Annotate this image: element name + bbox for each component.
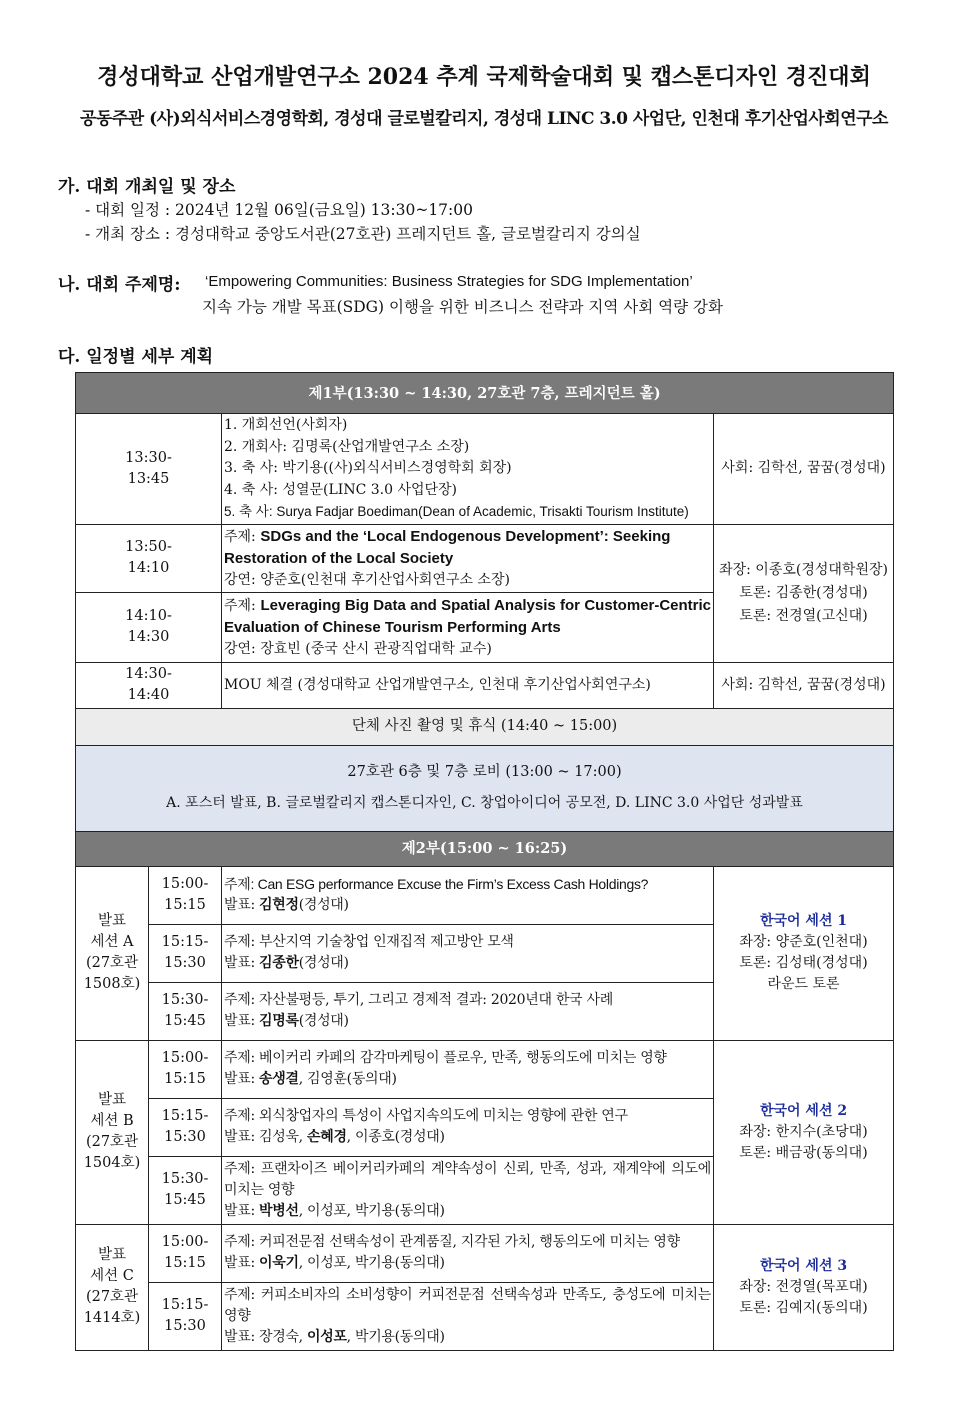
talk-content: 주제: 커피소비자의 소비성향이 커피전문점 선택속성과 만족도, 충성도에 미치는 영향 발표: 장경숙, 이성포, 박기용(동의대) [222,1282,714,1350]
section-c-heading: 다. 일정별 세부 계획 [58,347,214,367]
talk-time: 15:15- 15:30 [149,924,222,982]
session-b-name: 발표 세션 B (27호관 1504호) [76,1040,149,1224]
talk2-content: 주제: Leveraging Big Data and Spatial Analysis for Customer-Centric Evaluation of Chinese Tourism Performing Arts 강연: 장효빈 (중국 산시 관광직업대학 교수) [222,592,714,662]
session-b-label: 한국어 세션 2 [759,1102,848,1119]
opening-items: 1. 개회선언(사회자) 2. 개회사: 김명록(산업개발연구소 소장) 3. 축 사: 박기용((사)외식서비스경영학회 회장) 4. 축 사: 성열문(LINC 3.0 사업단장) 5. 축 사: Surya Fadjar Boediman(Dean of Academic, Trisakti Tourism Institute) [222,414,714,525]
opening-row [76,414,894,525]
event-place: - 개최 장소 : 경성대학교 중앙도서관(27호관) 프레지던트 홀, 글로벌칼리지 강의실 [85,225,641,243]
talk-time: 15:15- 15:30 [149,1098,222,1156]
theme-korean: 지속 가능 개발 목표(SDG) 이행을 위한 비즈니스 전략과 지역 사회 역량 강화 [202,298,723,316]
mou-row [76,662,894,708]
lobby-title: 27호관 6층 및 7층 로비 (13:00 ~ 17:00) [347,764,622,780]
session-a-name: 발표 세션 A (27호관 1508호) [76,866,149,1040]
talk-time: 15:00- 15:15 [149,1224,222,1282]
schedule-table [75,372,894,1351]
opening-time: 13:30- 13:45 [76,414,222,525]
talk-content: 주제: 베이커리 카페의 감각마케팅이 플로우, 만족, 행동의도에 미치는 영향 발표: 송생결, 김영훈(동의대) [222,1040,714,1098]
talk1-content: 주제: SDGs and the ‘Local Endogenous Development’: Seeking Restoration of the Local Society 강연: 양준호(인천대 후기산업사회연구소 소장) [222,524,714,592]
document-title: 경성대학교 산업개발연구소 2024 추계 국제학술대회 및 캡스톤디자인 경진대회 [97,64,871,90]
talks-chairs: 좌장: 이종호(경성대학원장) 토론: 김종한(경성대) 토론: 전경열(고신대) [714,524,894,662]
session-c-label: 한국어 세션 3 [759,1257,848,1274]
talk-time: 15:00- 15:15 [149,866,222,924]
mou-time: 14:30- 14:40 [76,662,222,708]
session-c-name: 발표 세션 C (27호관 1414호) [76,1224,149,1350]
table-row [76,1224,894,1282]
session-a-roles: 한국어 세션 1 좌장: 양준호(인천대) 토론: 김성태(경성대) 라운드 토론 [714,866,894,1040]
session-a-label: 한국어 세션 1 [759,913,848,929]
talk-content: 주제: Can ESG performance Excuse the Firm’s Excess Cash Holdings? 발표: 김현정(경성대) [222,866,714,924]
mou-text: MOU 체결 (경성대학교 산업개발연구소, 인천대 후기산업사회연구소) [222,662,714,708]
session-b-roles: 한국어 세션 2 좌장: 한지수(초당대) 토론: 배금광(동의대) [714,1040,894,1224]
talk-content: 주제: 프랜차이즈 베이커리카페의 계약속성이 신뢰, 만족, 성과, 재계약에 의도에 미치는 영향 발표: 박병선, 이성포, 박기용(동의대) [222,1156,714,1224]
talk-time: 15:00- 15:15 [149,1040,222,1098]
talk1-time: 13:50- 14:10 [76,524,222,592]
table-row [76,866,894,924]
talk-time: 15:30- 15:45 [149,982,222,1040]
part2-header: 제2부(15:00 ~ 16:25) [76,831,894,866]
talk1-row [76,524,894,592]
mou-chair: 사회: 김학선, 꿈꿈(경성대) [714,662,894,708]
talk-content: 주제: 부산지역 기술창업 인재집적 제고방안 모색 발표: 김종한(경성대) [222,924,714,982]
event-date: - 대회 일정 : 2024년 12월 06일(금요일) 13:30~17:00 [85,201,473,219]
section-b-heading: 나. 대회 주제명: [58,275,181,295]
cohost-line: 공동주관 (사)외식서비스경영학회, 경성대 글로벌칼리지, 경성대 LINC 3.0 사업단, 인천대 후기산업사회연구소 [80,109,888,129]
talk-time: 15:30- 15:45 [149,1156,222,1224]
talk-content: 주제: 커피전문점 선택속성이 관계품질, 지각된 가치, 행동의도에 미치는 영향 발표: 이욱기, 이성포, 박기용(동의대) [222,1224,714,1282]
break-row: 단체 사진 촬영 및 휴식 (14:40 ~ 15:00) [76,708,894,745]
talk-time: 15:15- 15:30 [149,1282,222,1350]
lobby-row [76,745,894,831]
talk2-time: 14:10- 14:30 [76,592,222,662]
section-a-heading: 가. 대회 개최일 및 장소 [58,177,236,197]
talk-content: 주제: 외식창업자의 특성이 사업지속의도에 미치는 영향에 관한 연구 발표: 김성욱, 손혜경, 이종호(경성대) [222,1098,714,1156]
lobby-items: A. 포스터 발표, B. 글로벌칼리지 캡스톤디자인, C. 창업아이디어 공모전, D. LINC 3.0 사업단 성과발표 [166,795,803,811]
session-c-roles: 한국어 세션 3 좌장: 전경열(목포대) 토론: 김예지(동의대) [714,1224,894,1350]
table-row [76,1040,894,1098]
part1-header: 제1부(13:30 ~ 14:30, 27호관 7층, 프레지던트 홀) [76,373,894,414]
theme-english: ‘Empowering Communities: Business Strategies for SDG Implementation’ [205,273,693,290]
talk-content: 주제: 자산불평등, 투기, 그리고 경제적 결과: 2020년대 한국 사례 발표: 김명록(경성대) [222,982,714,1040]
opening-chair: 사회: 김학선, 꿈꿈(경성대) [714,414,894,525]
